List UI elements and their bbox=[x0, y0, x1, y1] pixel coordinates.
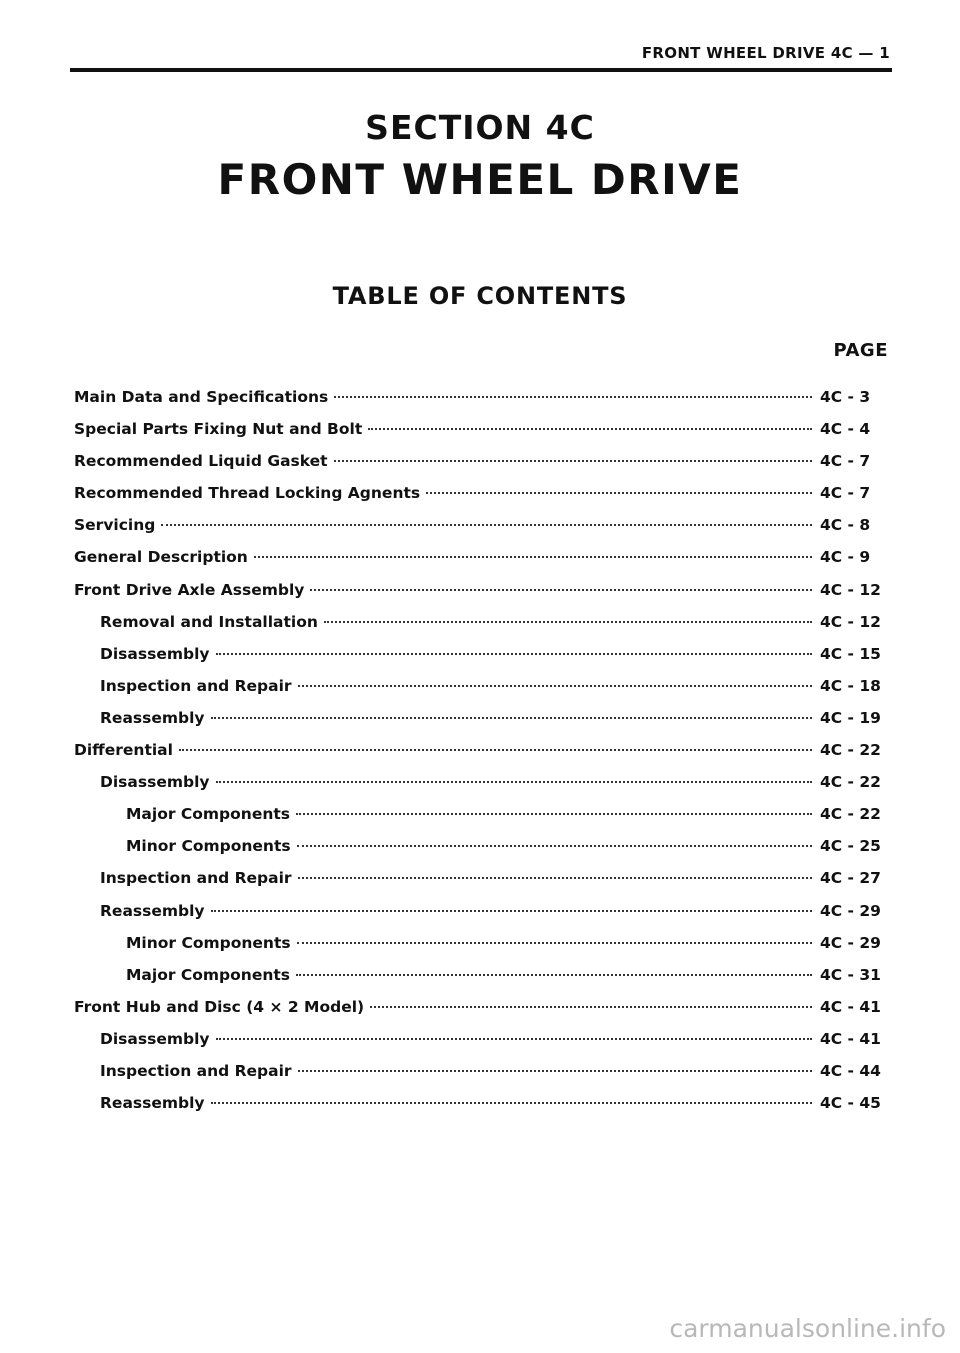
toc-entry-label: Major Components bbox=[126, 965, 291, 984]
toc-entry[interactable] bbox=[74, 837, 890, 869]
toc-entry-label: Major Components bbox=[126, 805, 291, 824]
toc-entry-label: Removal and Installation bbox=[100, 612, 318, 631]
toc-dot-leader bbox=[216, 653, 813, 655]
toc-entry[interactable] bbox=[74, 998, 890, 1030]
toc-entry-label: Inspection and Repair bbox=[100, 676, 292, 695]
toc-entry-page: 4C - 12 bbox=[820, 612, 881, 631]
toc-entry[interactable] bbox=[74, 966, 890, 998]
toc-entry[interactable] bbox=[74, 516, 890, 548]
toc-entry[interactable] bbox=[74, 388, 890, 420]
table-of-contents bbox=[74, 388, 890, 1126]
toc-entry[interactable] bbox=[74, 1030, 890, 1062]
toc-entry-label: Minor Components bbox=[126, 933, 291, 952]
toc-entry[interactable] bbox=[74, 645, 890, 677]
toc-dot-leader bbox=[296, 974, 812, 976]
page-column-label: PAGE bbox=[833, 340, 888, 361]
toc-entry[interactable] bbox=[74, 484, 890, 516]
toc-dot-leader bbox=[298, 877, 812, 879]
toc-dot-leader bbox=[298, 685, 812, 687]
toc-dot-leader bbox=[297, 845, 812, 847]
toc-entry-label: Reassembly bbox=[100, 708, 205, 727]
toc-entry-label: Differential bbox=[74, 741, 173, 760]
toc-dot-leader bbox=[334, 396, 812, 398]
toc-entry[interactable] bbox=[74, 613, 890, 645]
toc-entry-page: 4C - 3 bbox=[820, 388, 871, 406]
toc-entry[interactable] bbox=[74, 709, 890, 741]
toc-dot-leader bbox=[179, 749, 812, 751]
toc-entry-page: 4C - 7 bbox=[820, 452, 871, 471]
toc-entry-label: Recommended Thread Locking Agnents bbox=[74, 484, 421, 503]
toc-dot-leader bbox=[254, 556, 812, 558]
toc-entry-label: Recommended Liquid Gasket bbox=[74, 452, 328, 471]
section-title: FRONT WHEEL DRIVE bbox=[217, 155, 743, 204]
toc-dot-leader bbox=[324, 621, 812, 623]
toc-entry-page: 4C - 31 bbox=[820, 965, 881, 984]
toc-entry-page: 4C - 44 bbox=[820, 1061, 881, 1080]
toc-dot-leader bbox=[216, 1038, 813, 1040]
toc-entry[interactable] bbox=[74, 677, 890, 709]
toc-entry-page: 4C - 29 bbox=[820, 933, 881, 952]
toc-entry-page: 4C - 22 bbox=[820, 773, 881, 792]
toc-entry-page: 4C - 9 bbox=[820, 548, 871, 567]
toc-entry[interactable] bbox=[74, 741, 890, 773]
toc-entry-label: Servicing bbox=[74, 516, 156, 535]
toc-entry[interactable] bbox=[74, 773, 890, 805]
toc-entry-label: Main Data and Specifications bbox=[74, 388, 329, 406]
toc-entry-label: Reassembly bbox=[100, 1094, 205, 1113]
toc-entry-label: Disassembly bbox=[100, 773, 210, 792]
toc-entry-page: 4C - 22 bbox=[820, 741, 881, 760]
toc-entry-page: 4C - 8 bbox=[820, 516, 871, 535]
toc-entry-label: Inspection and Repair bbox=[100, 869, 292, 888]
toc-entry-page: 4C - 18 bbox=[820, 676, 881, 695]
toc-heading: TABLE OF CONTENTS bbox=[332, 282, 628, 310]
toc-dot-leader bbox=[334, 460, 812, 462]
toc-entry-page: 4C - 22 bbox=[820, 805, 881, 824]
toc-entry[interactable] bbox=[74, 934, 890, 966]
toc-entry-label: Minor Components bbox=[126, 837, 291, 856]
toc-entry-label: Disassembly bbox=[100, 1029, 210, 1048]
toc-dot-leader bbox=[368, 428, 812, 430]
toc-entry[interactable] bbox=[74, 581, 890, 613]
toc-entry-page: 4C - 45 bbox=[820, 1094, 881, 1113]
toc-dot-leader bbox=[298, 1070, 812, 1072]
toc-dot-leader bbox=[211, 910, 812, 912]
header-rule bbox=[70, 68, 892, 72]
toc-entry-page: 4C - 15 bbox=[820, 644, 881, 663]
toc-dot-leader bbox=[370, 1006, 812, 1008]
toc-dot-leader bbox=[161, 524, 812, 526]
toc-entry[interactable] bbox=[74, 1062, 890, 1094]
toc-entry-label: Reassembly bbox=[100, 901, 205, 920]
toc-entry-page: 4C - 19 bbox=[820, 708, 881, 727]
toc-entry-page: 4C - 41 bbox=[820, 1029, 881, 1048]
toc-entry-page: 4C - 7 bbox=[820, 484, 871, 503]
toc-entry[interactable] bbox=[74, 420, 890, 452]
toc-dot-leader bbox=[426, 492, 812, 494]
toc-dot-leader bbox=[211, 717, 812, 719]
toc-dot-leader bbox=[211, 1102, 812, 1104]
toc-entry[interactable] bbox=[74, 869, 890, 901]
toc-dot-leader bbox=[310, 589, 812, 591]
toc-entry-page: 4C - 12 bbox=[820, 580, 881, 599]
toc-entry[interactable] bbox=[74, 805, 890, 837]
toc-entry-label: Special Parts Fixing Nut and Bolt bbox=[74, 420, 363, 439]
toc-dot-leader bbox=[297, 942, 812, 944]
toc-entry-page: 4C - 41 bbox=[820, 997, 881, 1016]
toc-dot-leader bbox=[216, 781, 813, 783]
toc-entry-label: Inspection and Repair bbox=[100, 1061, 292, 1080]
toc-entry[interactable] bbox=[74, 452, 890, 484]
toc-dot-leader bbox=[296, 813, 812, 815]
toc-entry[interactable] bbox=[74, 1094, 890, 1126]
toc-entry[interactable] bbox=[74, 902, 890, 934]
toc-entry-page: 4C - 29 bbox=[820, 901, 881, 920]
toc-entry-label: Front Drive Axle Assembly bbox=[74, 580, 305, 599]
section-label: SECTION 4C bbox=[365, 108, 595, 147]
toc-entry-label: Disassembly bbox=[100, 644, 210, 663]
toc-entry-label: Front Hub and Disc (4 × 2 Model) bbox=[74, 997, 365, 1016]
toc-entry-label: General Description bbox=[74, 548, 248, 567]
watermark: carmanualsonline.info bbox=[669, 1314, 946, 1343]
toc-entry-page: 4C - 4 bbox=[820, 420, 871, 439]
toc-entry[interactable] bbox=[74, 548, 890, 580]
toc-entry-page: 4C - 27 bbox=[820, 869, 881, 888]
toc-entry-page: 4C - 25 bbox=[820, 837, 881, 856]
running-header: FRONT WHEEL DRIVE 4C — 1 bbox=[641, 44, 890, 62]
